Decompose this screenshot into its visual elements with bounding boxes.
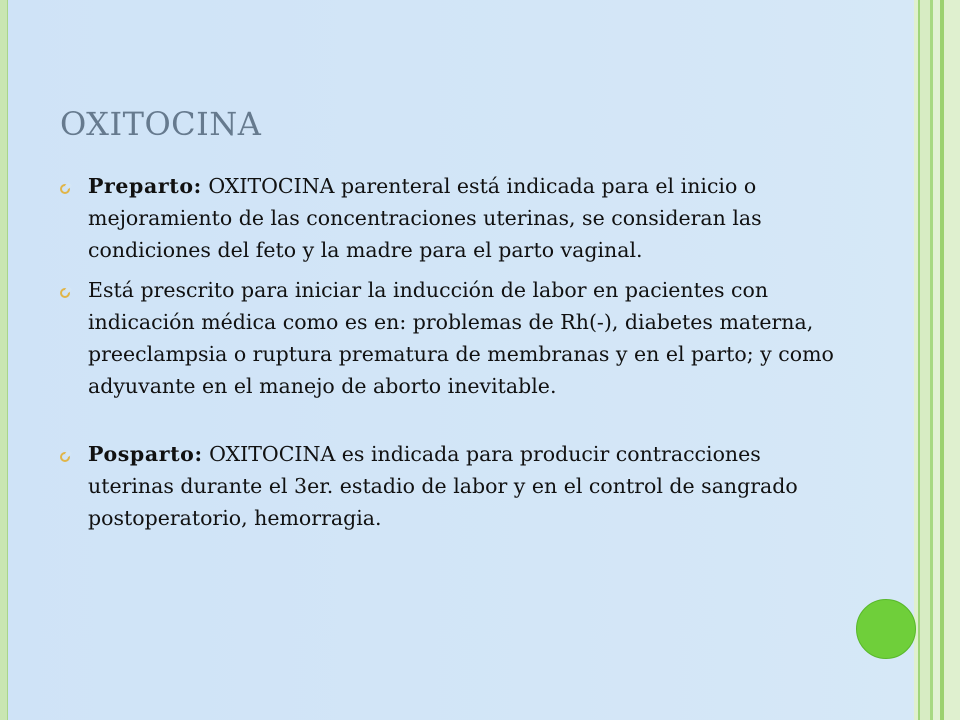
- bullet-item-preparto: [60, 170, 840, 266]
- right-stripes-decoration: [914, 0, 960, 720]
- left-border-decoration: [0, 0, 8, 720]
- green-circle-icon: [856, 599, 916, 659]
- bullet-item-posparto: [60, 438, 840, 534]
- stripe: [944, 0, 960, 720]
- circle-bullet-icon: [60, 452, 70, 462]
- bullet-lead: Preparto:: [88, 174, 202, 198]
- bullet-item-induccion: [60, 274, 840, 402]
- stripe: [920, 0, 930, 720]
- bullet-text: OXITOCINA es indicada para producir contracciones uterinas durante el 3er. estadio de labor y en el control de sangrado postoperatorio, hemorragia.: [88, 442, 798, 530]
- slide-title: OXITOCINA: [60, 105, 262, 143]
- bullet-lead: Posparto:: [88, 442, 203, 466]
- bullet-text: Está prescrito para iniciar la inducción de labor en pacientes con indicación médica como es en: problemas de Rh(-), diabetes materna, preeclampsia o ruptura prematura de membranas y en el parto; y como adyuvante en el manejo de aborto inevitable.: [88, 278, 834, 398]
- stripe: [933, 0, 940, 720]
- circle-bullet-icon: [60, 184, 70, 194]
- bullet-text: OXITOCINA parenteral está indicada para el inicio o mejoramiento de las concentraciones uterinas, se consideran las condiciones del feto y la madre para el parto vaginal.: [88, 174, 762, 262]
- circle-bullet-icon: [60, 288, 70, 298]
- bullet-list: [60, 170, 840, 534]
